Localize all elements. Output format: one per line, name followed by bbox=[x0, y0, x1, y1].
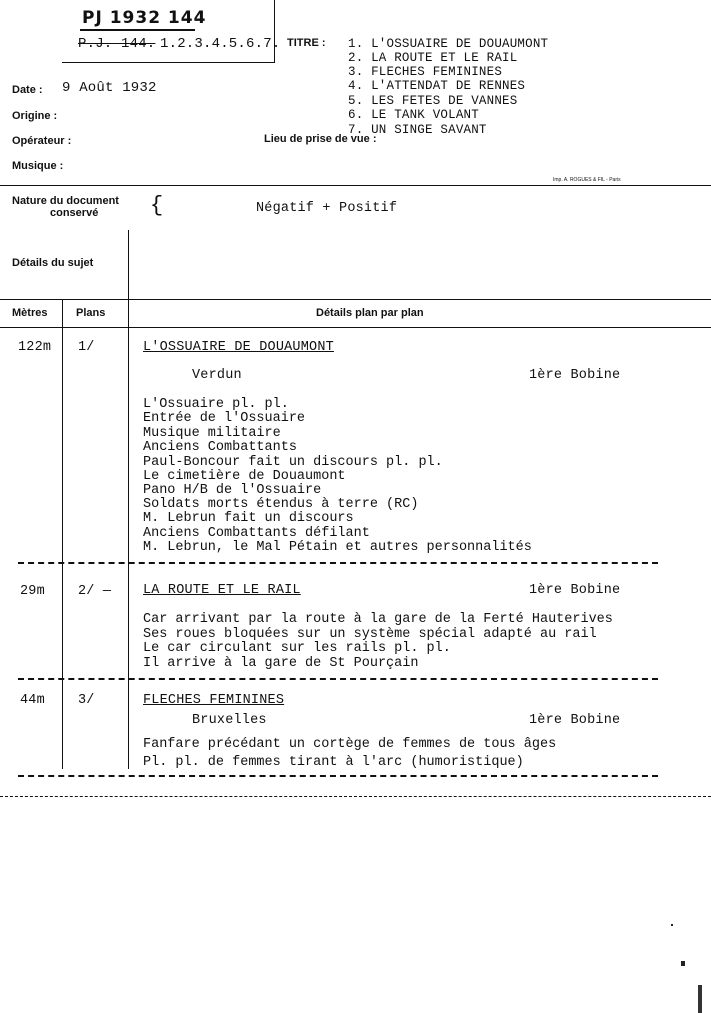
titre-label: TITRE : bbox=[287, 37, 326, 49]
col-header-metres: Mètres bbox=[12, 307, 48, 319]
row-place: Bruxelles bbox=[192, 713, 267, 728]
detail-line: Anciens Combattants défilant bbox=[143, 526, 370, 541]
row-metres: 44m bbox=[20, 693, 45, 708]
row-plan: 2/ — bbox=[78, 584, 112, 599]
title-item: 4. L'ATTENDAT DE RENNES bbox=[348, 79, 526, 93]
title-item: 7. UN SINGE SAVANT bbox=[348, 123, 487, 137]
row-plan: 1/ bbox=[78, 340, 95, 355]
title-item: 6. LE TANK VOLANT bbox=[348, 108, 479, 122]
detail-line: M. Lebrun fait un discours bbox=[143, 511, 354, 526]
operateur-label: Opérateur : bbox=[12, 135, 72, 147]
nature-label: Nature du document bbox=[12, 195, 119, 207]
column-separator-2 bbox=[128, 299, 129, 769]
printer-imprint: Imp. A. ROGUES & FIL - Paris bbox=[553, 177, 621, 183]
row-metres: 29m bbox=[20, 584, 45, 599]
typed-reference-parts: 1.2.3.4.5.6.7. bbox=[160, 36, 281, 52]
detail-line: Musique militaire bbox=[143, 426, 281, 441]
detail-line: Car arrivant par la route à la gare de la Ferté Hauterives bbox=[143, 612, 613, 627]
row-plan: 3/ bbox=[78, 693, 95, 708]
handwritten-reference: PJ 1932 144 bbox=[82, 8, 207, 28]
col-header-plans: Plans bbox=[76, 307, 106, 319]
detail-line: Pl. pl. de femmes tirant à l'arc (humoristique) bbox=[143, 755, 524, 770]
detail-line: Paul-Boncour fait un discours pl. pl. bbox=[143, 455, 443, 470]
title-item: 3. FLECHES FEMININES bbox=[348, 65, 503, 79]
detail-line: Ses roues bloquées sur un système spécial adapté au rail bbox=[143, 627, 597, 642]
scan-edge bbox=[698, 985, 702, 1013]
section-divider bbox=[18, 562, 658, 564]
divider-table-header bbox=[0, 327, 711, 328]
detail-line: Entrée de l'Ossuaire bbox=[143, 411, 306, 426]
detail-line: Le car circulant sur les rails pl. pl. bbox=[143, 641, 451, 656]
date-label: Date : bbox=[12, 84, 43, 96]
origine-label: Origine : bbox=[12, 110, 58, 122]
title-item: 2. LA ROUTE ET LE RAIL bbox=[348, 51, 518, 65]
row-title: FLECHES FEMININES bbox=[143, 693, 285, 708]
detail-line: Le cimetière de Douaumont bbox=[143, 469, 346, 484]
detail-line: Soldats morts étendus à terre (RC) bbox=[143, 497, 419, 512]
divider-table-top bbox=[0, 299, 711, 300]
section-divider bbox=[18, 678, 658, 680]
title-item: 1. L'OSSUAIRE DE DOUAUMONT bbox=[348, 37, 549, 51]
detail-line: M. Lebrun, le Mal Pétain et autres personnalités bbox=[143, 540, 532, 555]
details-sujet-separator bbox=[128, 230, 129, 300]
row-metres: 122m bbox=[18, 340, 52, 355]
scan-speck bbox=[681, 961, 685, 966]
detail-line: Pano H/B de l'Ossuaire bbox=[143, 483, 322, 498]
lieu-label: Lieu de prise de vue : bbox=[264, 133, 377, 145]
detail-line: Fanfare précédant un cortège de femmes de tous âges bbox=[143, 737, 557, 752]
col-header-details: Détails plan par plan bbox=[316, 307, 424, 319]
row-title: LA ROUTE ET LE RAIL bbox=[143, 583, 301, 598]
detail-line: Il arrive à la gare de St Pourçain bbox=[143, 656, 419, 671]
section-divider bbox=[18, 775, 658, 777]
nature-brace: { bbox=[150, 193, 164, 218]
row-bobine: 1ère Bobine bbox=[529, 713, 621, 728]
date-value: 9 Août 1932 bbox=[62, 80, 157, 96]
handwritten-underline bbox=[80, 29, 195, 31]
scan-speck bbox=[671, 924, 673, 926]
nature-label-2: conservé bbox=[50, 207, 99, 219]
detail-line: Anciens Combattants bbox=[143, 440, 297, 455]
details-sujet-label: Détails du sujet bbox=[12, 257, 94, 269]
column-separator-1 bbox=[62, 299, 63, 769]
musique-label: Musique : bbox=[12, 160, 64, 172]
row-bobine: 1ère Bobine bbox=[529, 368, 621, 383]
nature-value: Négatif + Positif bbox=[256, 201, 398, 216]
title-item: 5. LES FETES DE VANNES bbox=[348, 94, 518, 108]
row-bobine: 1ère Bobine bbox=[529, 583, 621, 598]
typed-reference-struck: P.J. 144. bbox=[78, 36, 156, 52]
page-divider-bottom bbox=[0, 796, 711, 797]
row-place: Verdun bbox=[192, 368, 242, 383]
row-title: L'OSSUAIRE DE DOUAUMONT bbox=[143, 340, 334, 355]
detail-line: L'Ossuaire pl. pl. bbox=[143, 397, 289, 412]
divider-top bbox=[0, 185, 711, 186]
